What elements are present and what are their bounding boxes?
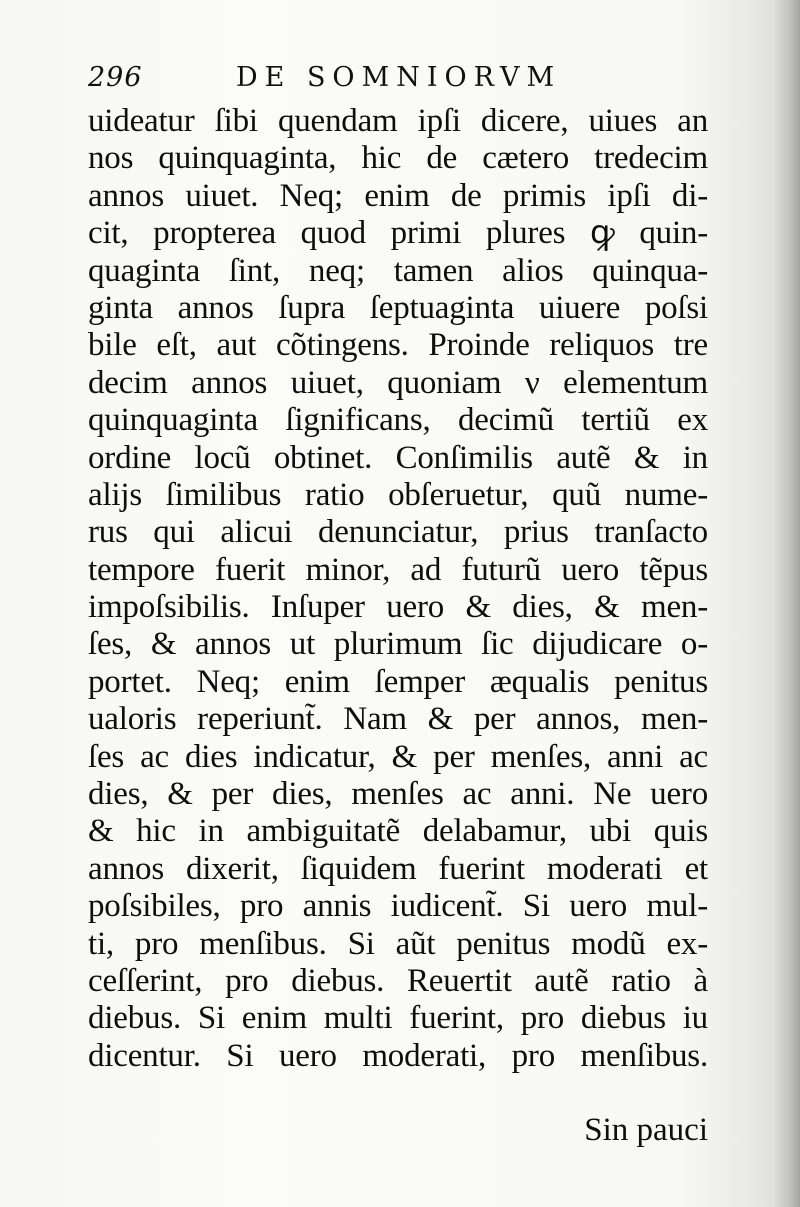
running-head: DE SOMNIORVM	[236, 62, 562, 93]
text-line: annos dixerit, ſiquidem fuerint moderati et	[88, 850, 708, 887]
text-line: poſsibiles, pro annis iudicent̃. Si uero mul-	[88, 888, 708, 925]
text-line: tempore fuerit minor, ad futurũ uero tẽpus	[88, 551, 708, 588]
text-line: diebus. Si enim multi fuerint, pro diebus iu	[88, 1000, 708, 1037]
text-line: ti, pro menſibus. Si aũt penitus modũ ex-	[88, 925, 708, 962]
text-line: & hic in ambiguitatẽ delabamur, ubi quis	[88, 813, 708, 850]
page-header	[88, 62, 708, 98]
text-line: ginta annos ſupra ſeptuaginta uiuere poſsi	[88, 289, 708, 326]
text-line: cit, propterea quod primi plures ꝙ quin-	[88, 215, 708, 252]
text-line: alijs ſimilibus ratio obſeruetur, quũ nume-	[88, 476, 708, 513]
text-line: ualoris reperiunt̃. Nam & per annos, men-	[88, 701, 708, 738]
page-edge-shadow	[774, 0, 800, 1207]
text-line: portet. Neq; enim ſemper æqualis penitus	[88, 663, 708, 700]
text-line: annos uiuet. Neq; enim de primis ipſi di-	[88, 177, 708, 214]
body-text	[88, 103, 708, 1075]
text-line: ſes, & annos ut plurimum ſic dijudicare o-	[88, 626, 708, 663]
text-line: ceſſerint, pro diebus. Reuertit autẽ ratio à	[88, 962, 708, 999]
page-number: 296	[88, 62, 143, 93]
text-line: quaginta ſint, neq; tamen alios quinqua-	[88, 252, 708, 289]
text-line: quinquaginta ſignificans, decimũ tertiũ ex	[88, 402, 708, 439]
text-line: decim annos uiuet, quoniam ν elementum	[88, 364, 708, 401]
text-line: ſes ac dies indicatur, & per menſes, anni ac	[88, 738, 708, 775]
text-line: nos quinquaginta, hic de cætero tredecim	[88, 140, 708, 177]
text-line: impoſsibilis. Inſuper uero & dies, & men-	[88, 589, 708, 626]
catchword: Sin pauci	[584, 1112, 708, 1148]
text-line: bile eſt, aut cõtingens. Proinde reliquos tre	[88, 327, 708, 364]
text-line: uideatur ſibi quendam ipſi dicere, uiues an	[88, 103, 708, 139]
text-line: ordine locũ obtinet. Conſimilis autẽ & in	[88, 439, 708, 476]
text-line: dicentur. Si uero moderati, pro menſibus.	[88, 1037, 708, 1074]
text-line: rus qui alicui denunciatur, prius tranſacto	[88, 514, 708, 551]
text-line: dies, & per dies, menſes ac anni. Ne uero	[88, 776, 708, 813]
